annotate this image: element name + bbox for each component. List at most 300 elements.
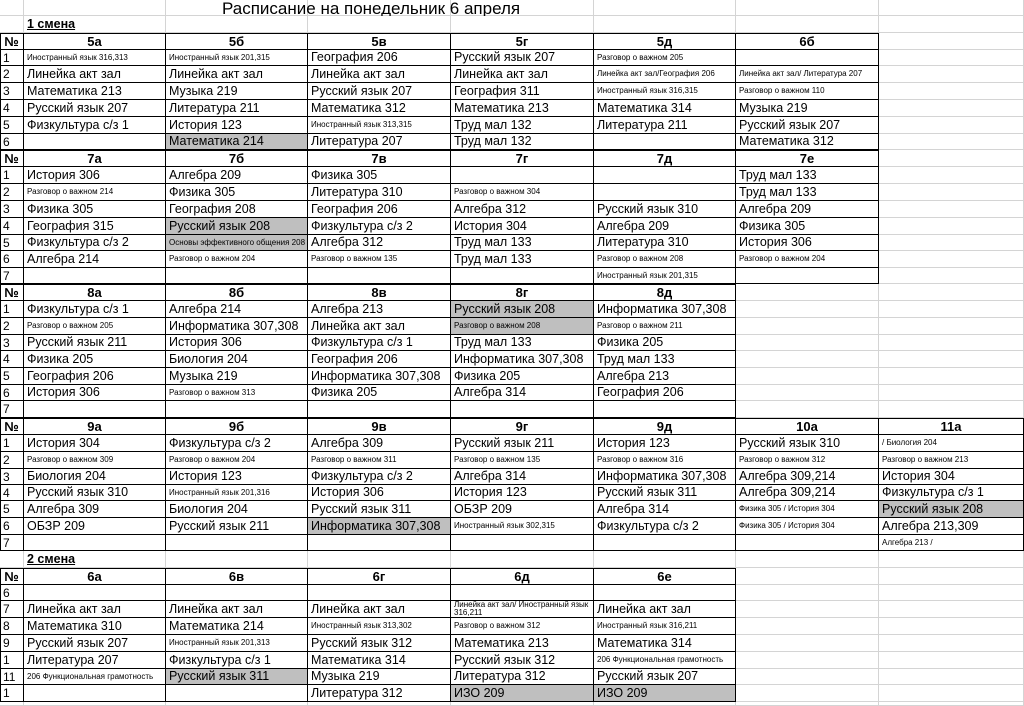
lesson-cell[interactable]: Русский язык 312 bbox=[308, 635, 451, 652]
lesson-cell[interactable]: География 206 bbox=[594, 385, 736, 401]
lesson-cell[interactable]: Информатика 307,308 bbox=[451, 351, 594, 368]
grid-cell[interactable] bbox=[166, 16, 308, 33]
lesson-number[interactable]: 7 bbox=[0, 601, 24, 618]
lesson-cell[interactable]: Алгебра 312 bbox=[451, 201, 594, 218]
lesson-cell[interactable]: История 306 bbox=[24, 167, 166, 184]
lesson-cell[interactable]: Музыка 219 bbox=[166, 83, 308, 100]
lesson-cell[interactable]: Физкультура с/з 1 bbox=[24, 301, 166, 318]
lesson-cell[interactable]: География 206 bbox=[308, 50, 451, 66]
grid-cell[interactable] bbox=[0, 702, 24, 706]
lesson-cell[interactable]: Алгебра 209 bbox=[594, 218, 736, 235]
lesson-cell[interactable]: Разговор о важном 204 bbox=[166, 452, 308, 469]
lesson-cell[interactable]: История 306 bbox=[736, 235, 879, 251]
lesson-cell[interactable]: Разговор о важном 211 bbox=[594, 318, 736, 335]
lesson-cell[interactable] bbox=[451, 268, 594, 284]
lesson-cell[interactable]: Алгебра 209 bbox=[736, 201, 879, 218]
lesson-cell[interactable]: Алгебра 312 bbox=[308, 235, 451, 251]
lesson-cell[interactable]: Литература 207 bbox=[308, 134, 451, 150]
lesson-cell[interactable]: География 208 bbox=[166, 201, 308, 218]
lesson-number[interactable]: 1 bbox=[0, 685, 24, 702]
lesson-cell[interactable]: Физкультура с/з 2 bbox=[594, 518, 736, 535]
grid-cell[interactable] bbox=[879, 335, 1024, 351]
lesson-cell[interactable]: История 123 bbox=[166, 469, 308, 485]
lesson-cell[interactable] bbox=[24, 685, 166, 702]
lesson-cell[interactable]: Русский язык 310 bbox=[736, 435, 879, 452]
lesson-cell[interactable]: Русский язык 310 bbox=[594, 201, 736, 218]
lesson-cell[interactable]: Иностранный язык 201,315 bbox=[166, 50, 308, 66]
lesson-cell[interactable]: Иностранный язык 201,316 bbox=[166, 485, 308, 501]
lesson-number[interactable]: 6 bbox=[0, 585, 24, 601]
grid-cell[interactable] bbox=[308, 702, 451, 706]
grid-cell[interactable] bbox=[736, 301, 879, 318]
grid-cell[interactable] bbox=[0, 551, 24, 568]
lesson-cell[interactable]: Физкультура с/з 1 bbox=[308, 335, 451, 351]
lesson-cell[interactable]: Линейка акт зал bbox=[24, 66, 166, 83]
lesson-cell[interactable]: Информатика 307,308 bbox=[594, 301, 736, 318]
lesson-cell[interactable]: Информатика 307,308 bbox=[594, 469, 736, 485]
lesson-cell[interactable]: Разговор о важном 312 bbox=[451, 618, 594, 635]
lesson-cell[interactable]: Физкультура с/з 2 bbox=[166, 435, 308, 452]
lesson-cell[interactable]: Русский язык 208 bbox=[451, 301, 594, 318]
grid-cell[interactable] bbox=[879, 150, 1024, 167]
lesson-number[interactable]: 7 bbox=[0, 401, 24, 418]
lesson-cell[interactable]: Разговор о важном 205 bbox=[594, 50, 736, 66]
lesson-cell[interactable]: Иностранный язык 302,315 bbox=[451, 518, 594, 535]
lesson-cell[interactable]: Русский язык 208 bbox=[879, 501, 1024, 518]
lesson-cell[interactable]: Разговор о важном 309 bbox=[24, 452, 166, 469]
lesson-cell[interactable]: Разговор о важном 213 bbox=[879, 452, 1024, 469]
lesson-cell[interactable]: Русский язык 211 bbox=[24, 335, 166, 351]
lesson-cell[interactable]: Русский язык 312 bbox=[451, 652, 594, 669]
lesson-cell[interactable] bbox=[166, 535, 308, 551]
grid-cell[interactable] bbox=[736, 702, 879, 706]
lesson-cell[interactable]: Алгебра 214 bbox=[166, 301, 308, 318]
grid-cell[interactable] bbox=[879, 368, 1024, 385]
lesson-cell[interactable]: История 306 bbox=[166, 335, 308, 351]
lesson-cell[interactable]: Линейка акт зал bbox=[308, 66, 451, 83]
lesson-cell[interactable] bbox=[24, 401, 166, 418]
grid-cell[interactable] bbox=[736, 335, 879, 351]
lesson-cell[interactable] bbox=[166, 685, 308, 702]
lesson-cell[interactable]: ОБЗР 209 bbox=[451, 501, 594, 518]
lesson-cell[interactable]: Физика 205 bbox=[24, 351, 166, 368]
lesson-cell[interactable]: География 206 bbox=[308, 351, 451, 368]
lesson-cell[interactable]: Математика 314 bbox=[594, 100, 736, 117]
lesson-number[interactable]: 6 bbox=[0, 385, 24, 401]
lesson-cell[interactable]: Литература 310 bbox=[308, 184, 451, 201]
lesson-cell[interactable]: Математика 213 bbox=[24, 83, 166, 100]
lesson-cell[interactable]: Физика 305 bbox=[308, 167, 451, 184]
lesson-cell[interactable]: Физкультура с/з 2 bbox=[24, 235, 166, 251]
lesson-cell[interactable]: Математика 312 bbox=[308, 100, 451, 117]
grid-cell[interactable] bbox=[736, 351, 879, 368]
lesson-cell[interactable] bbox=[594, 134, 736, 150]
lesson-cell[interactable]: Линейка акт зал/ Литература 207 bbox=[736, 66, 879, 83]
lesson-cell[interactable]: Физика 205 bbox=[451, 368, 594, 385]
grid-cell[interactable] bbox=[879, 134, 1024, 150]
lesson-number[interactable]: 6 bbox=[0, 134, 24, 150]
lesson-cell[interactable]: Алгебра 213 bbox=[308, 301, 451, 318]
grid-cell[interactable] bbox=[879, 83, 1024, 100]
lesson-cell[interactable]: Музыка 219 bbox=[166, 368, 308, 385]
lesson-cell[interactable]: Разговор о важном 205 bbox=[24, 318, 166, 335]
lesson-cell[interactable]: Иностранный язык 316,315 bbox=[594, 83, 736, 100]
lesson-cell[interactable]: История 306 bbox=[24, 385, 166, 401]
lesson-cell[interactable]: 206 Функциональная грамотность bbox=[24, 669, 166, 685]
lesson-cell[interactable]: Труд мал 133 bbox=[451, 235, 594, 251]
grid-cell[interactable] bbox=[879, 652, 1024, 669]
lesson-number[interactable]: 3 bbox=[0, 335, 24, 351]
lesson-number[interactable]: 2 bbox=[0, 66, 24, 83]
grid-cell[interactable] bbox=[879, 568, 1024, 585]
lesson-cell[interactable]: Разговор о важном 208 bbox=[594, 251, 736, 268]
lesson-cell[interactable] bbox=[166, 585, 308, 601]
lesson-cell[interactable] bbox=[451, 167, 594, 184]
lesson-number[interactable]: 5 bbox=[0, 368, 24, 385]
lesson-number[interactable]: 7 bbox=[0, 535, 24, 551]
grid-cell[interactable] bbox=[879, 618, 1024, 635]
lesson-cell[interactable]: География 315 bbox=[24, 218, 166, 235]
lesson-cell[interactable] bbox=[308, 268, 451, 284]
lesson-cell[interactable]: Иностранный язык 313,315 bbox=[308, 117, 451, 134]
grid-cell[interactable] bbox=[736, 601, 879, 618]
grid-cell[interactable] bbox=[736, 568, 879, 585]
lesson-cell[interactable]: Алгебра 209 bbox=[166, 167, 308, 184]
grid-cell[interactable] bbox=[879, 301, 1024, 318]
lesson-cell[interactable]: Русский язык 208 bbox=[166, 218, 308, 235]
lesson-cell[interactable]: Русский язык 211 bbox=[451, 435, 594, 452]
lesson-cell[interactable]: Разговор о важном 312 bbox=[736, 452, 879, 469]
grid-cell[interactable] bbox=[451, 702, 594, 706]
lesson-cell[interactable]: Алгебра 213,309 bbox=[879, 518, 1024, 535]
grid-cell[interactable] bbox=[736, 685, 879, 702]
lesson-cell[interactable]: Алгебра 314 bbox=[451, 385, 594, 401]
grid-cell[interactable] bbox=[879, 0, 1024, 16]
grid-cell[interactable] bbox=[736, 635, 879, 652]
grid-cell[interactable] bbox=[736, 669, 879, 685]
lesson-cell[interactable]: Разговор о важном 135 bbox=[451, 452, 594, 469]
lesson-number[interactable]: 3 bbox=[0, 469, 24, 485]
lesson-cell[interactable]: Русский язык 207 bbox=[308, 83, 451, 100]
lesson-cell[interactable]: География 206 bbox=[24, 368, 166, 385]
grid-cell[interactable] bbox=[594, 702, 736, 706]
lesson-cell[interactable]: Разговор о важном 208 bbox=[451, 318, 594, 335]
lesson-cell[interactable]: История 306 bbox=[308, 485, 451, 501]
lesson-cell[interactable]: История 304 bbox=[24, 435, 166, 452]
lesson-number[interactable]: 3 bbox=[0, 201, 24, 218]
lesson-cell[interactable]: Информатика 307,308 bbox=[166, 318, 308, 335]
lesson-cell[interactable]: ОБЗР 209 bbox=[24, 518, 166, 535]
lesson-cell[interactable]: Литература 312 bbox=[308, 685, 451, 702]
grid-cell[interactable] bbox=[879, 235, 1024, 251]
lesson-cell[interactable]: Русский язык 207 bbox=[24, 635, 166, 652]
lesson-cell[interactable]: Русский язык 311 bbox=[594, 485, 736, 501]
grid-cell[interactable] bbox=[879, 268, 1024, 284]
lesson-number[interactable]: 1 bbox=[0, 50, 24, 66]
grid-cell[interactable] bbox=[879, 284, 1024, 301]
lesson-cell[interactable] bbox=[594, 585, 736, 601]
lesson-cell[interactable] bbox=[594, 401, 736, 418]
lesson-cell[interactable]: Иностранный язык 316,211 bbox=[594, 618, 736, 635]
grid-cell[interactable] bbox=[736, 16, 879, 33]
lesson-cell[interactable] bbox=[24, 134, 166, 150]
lesson-cell[interactable]: Математика 213 bbox=[451, 100, 594, 117]
lesson-number[interactable]: 6 bbox=[0, 251, 24, 268]
lesson-cell[interactable]: Биология 204 bbox=[166, 351, 308, 368]
grid-cell[interactable] bbox=[736, 585, 879, 601]
lesson-number[interactable]: 7 bbox=[0, 268, 24, 284]
grid-cell[interactable] bbox=[879, 33, 1024, 50]
lesson-cell[interactable]: Русский язык 207 bbox=[451, 50, 594, 66]
lesson-cell[interactable]: Литература 310 bbox=[594, 235, 736, 251]
lesson-cell[interactable] bbox=[308, 535, 451, 551]
lesson-number[interactable]: 1 bbox=[0, 301, 24, 318]
lesson-number[interactable]: 5 bbox=[0, 235, 24, 251]
lesson-cell[interactable]: Линейка акт зал bbox=[166, 601, 308, 618]
lesson-cell[interactable]: Физкультура с/з 2 bbox=[308, 218, 451, 235]
grid-cell[interactable] bbox=[736, 618, 879, 635]
lesson-cell[interactable]: Иностранный язык 201,313 bbox=[166, 635, 308, 652]
grid-cell[interactable] bbox=[736, 284, 879, 301]
lesson-number[interactable]: 2 bbox=[0, 452, 24, 469]
lesson-number[interactable]: 4 bbox=[0, 100, 24, 117]
lesson-cell[interactable]: Разговор о важном 313 bbox=[166, 385, 308, 401]
lesson-number[interactable]: 2 bbox=[0, 318, 24, 335]
grid-cell[interactable] bbox=[879, 201, 1024, 218]
lesson-cell[interactable]: Музыка 219 bbox=[308, 669, 451, 685]
lesson-cell[interactable]: Линейка акт зал bbox=[24, 601, 166, 618]
lesson-cell[interactable] bbox=[736, 535, 879, 551]
lesson-cell[interactable]: Физкультура с/з 2 bbox=[308, 469, 451, 485]
lesson-cell[interactable]: Физкультура с/з 1 bbox=[166, 652, 308, 669]
lesson-number[interactable]: 3 bbox=[0, 83, 24, 100]
lesson-cell[interactable]: Физика 305 / История 304 bbox=[736, 518, 879, 535]
lesson-cell[interactable] bbox=[451, 535, 594, 551]
lesson-cell[interactable]: Разговор о важном 316 bbox=[594, 452, 736, 469]
lesson-cell[interactable]: Литература 211 bbox=[166, 100, 308, 117]
lesson-cell[interactable]: Литература 312 bbox=[451, 669, 594, 685]
grid-cell[interactable] bbox=[879, 251, 1024, 268]
lesson-cell[interactable]: Музыка 219 bbox=[736, 100, 879, 117]
lesson-cell[interactable]: Русский язык 207 bbox=[736, 117, 879, 134]
grid-cell[interactable] bbox=[736, 318, 879, 335]
lesson-cell[interactable]: Физика 205 bbox=[594, 335, 736, 351]
grid-cell[interactable] bbox=[451, 551, 594, 568]
lesson-cell[interactable]: / Биология 204 bbox=[879, 435, 1024, 452]
grid-cell[interactable] bbox=[879, 66, 1024, 83]
lesson-cell[interactable]: Линейка акт зал bbox=[308, 601, 451, 618]
lesson-cell[interactable]: Русский язык 211 bbox=[166, 518, 308, 535]
lesson-cell[interactable]: Разговор о важном 214 bbox=[24, 184, 166, 201]
lesson-cell[interactable]: История 123 bbox=[166, 117, 308, 134]
lesson-cell[interactable]: Физкультура с/з 1 bbox=[879, 485, 1024, 501]
lesson-cell[interactable]: Литература 207 bbox=[24, 652, 166, 669]
lesson-cell[interactable]: Алгебра 314 bbox=[451, 469, 594, 485]
lesson-cell[interactable]: Труд мал 133 bbox=[736, 184, 879, 201]
lesson-cell[interactable]: Алгебра 309,214 bbox=[736, 469, 879, 485]
lesson-cell[interactable]: Разговор о важном 304 bbox=[451, 184, 594, 201]
grid-cell[interactable] bbox=[879, 16, 1024, 33]
lesson-cell[interactable]: ИЗО 209 bbox=[451, 685, 594, 702]
lesson-cell[interactable]: Физика 305 bbox=[24, 201, 166, 218]
lesson-cell[interactable]: Математика 214 bbox=[166, 618, 308, 635]
grid-cell[interactable] bbox=[0, 0, 24, 16]
grid-cell[interactable] bbox=[24, 0, 166, 16]
lesson-cell[interactable]: История 304 bbox=[451, 218, 594, 235]
grid-cell[interactable] bbox=[736, 401, 879, 418]
lesson-cell[interactable] bbox=[736, 50, 879, 66]
lesson-cell[interactable]: Основы эффективного общения 208 bbox=[166, 235, 308, 251]
lesson-number[interactable]: 1 bbox=[0, 435, 24, 452]
lesson-cell[interactable]: Разговор о важном 135 bbox=[308, 251, 451, 268]
grid-cell[interactable] bbox=[879, 351, 1024, 368]
lesson-cell[interactable] bbox=[736, 268, 879, 284]
lesson-number[interactable]: 4 bbox=[0, 351, 24, 368]
grid-cell[interactable] bbox=[24, 702, 166, 706]
lesson-cell[interactable]: История 123 bbox=[451, 485, 594, 501]
lesson-cell[interactable]: Линейка акт зал bbox=[451, 66, 594, 83]
grid-cell[interactable] bbox=[879, 702, 1024, 706]
lesson-cell[interactable]: Труд мал 133 bbox=[736, 167, 879, 184]
lesson-cell[interactable]: Алгебра 213 / bbox=[879, 535, 1024, 551]
grid-cell[interactable] bbox=[879, 401, 1024, 418]
lesson-cell[interactable]: Труд мал 133 bbox=[451, 335, 594, 351]
lesson-cell[interactable]: Линейка акт зал bbox=[166, 66, 308, 83]
lesson-cell[interactable]: Линейка акт зал/ Иностранный язык 316,211 bbox=[451, 601, 594, 618]
lesson-number[interactable]: 9 bbox=[0, 635, 24, 652]
lesson-cell[interactable] bbox=[594, 167, 736, 184]
lesson-cell[interactable]: Физика 305 / История 304 bbox=[736, 501, 879, 518]
lesson-cell[interactable]: Иностранный язык 201,315 bbox=[594, 268, 736, 284]
lesson-cell[interactable] bbox=[308, 401, 451, 418]
lesson-cell[interactable]: Математика 314 bbox=[594, 635, 736, 652]
grid-cell[interactable] bbox=[594, 551, 736, 568]
lesson-cell[interactable]: Математика 213 bbox=[451, 635, 594, 652]
lesson-cell[interactable]: Иностранный язык 316,313 bbox=[24, 50, 166, 66]
grid-cell[interactable] bbox=[879, 585, 1024, 601]
lesson-cell[interactable] bbox=[308, 585, 451, 601]
grid-cell[interactable] bbox=[879, 685, 1024, 702]
grid-cell[interactable] bbox=[879, 635, 1024, 652]
lesson-cell[interactable]: Разговор о важном 311 bbox=[308, 452, 451, 469]
grid-cell[interactable] bbox=[736, 551, 879, 568]
lesson-cell[interactable]: Математика 214 bbox=[166, 134, 308, 150]
lesson-cell[interactable]: Физика 205 bbox=[308, 385, 451, 401]
lesson-cell[interactable]: География 206 bbox=[308, 201, 451, 218]
grid-cell[interactable] bbox=[166, 702, 308, 706]
grid-cell[interactable] bbox=[594, 16, 736, 33]
lesson-cell[interactable]: Алгебра 309 bbox=[308, 435, 451, 452]
lesson-cell[interactable]: Биология 204 bbox=[24, 469, 166, 485]
lesson-cell[interactable] bbox=[594, 535, 736, 551]
lesson-cell[interactable]: Информатика 307,308 bbox=[308, 368, 451, 385]
lesson-cell[interactable] bbox=[24, 535, 166, 551]
grid-cell[interactable] bbox=[308, 551, 451, 568]
grid-cell[interactable] bbox=[879, 218, 1024, 235]
lesson-cell[interactable]: Физика 305 bbox=[736, 218, 879, 235]
grid-cell[interactable] bbox=[879, 167, 1024, 184]
lesson-cell[interactable] bbox=[24, 585, 166, 601]
lesson-cell[interactable]: Русский язык 207 bbox=[594, 669, 736, 685]
grid-cell[interactable] bbox=[879, 669, 1024, 685]
lesson-number[interactable]: 6 bbox=[0, 518, 24, 535]
lesson-cell[interactable]: Алгебра 213 bbox=[594, 368, 736, 385]
lesson-cell[interactable]: Русский язык 311 bbox=[308, 501, 451, 518]
lesson-cell[interactable]: ИЗО 209 bbox=[594, 685, 736, 702]
lesson-cell[interactable]: Линейка акт зал bbox=[308, 318, 451, 335]
grid-cell[interactable] bbox=[736, 385, 879, 401]
lesson-cell[interactable] bbox=[451, 401, 594, 418]
grid-cell[interactable] bbox=[879, 551, 1024, 568]
lesson-cell[interactable]: Физкультура с/з 1 bbox=[24, 117, 166, 134]
lesson-number[interactable]: 11 bbox=[0, 669, 24, 685]
lesson-number[interactable]: 5 bbox=[0, 501, 24, 518]
grid-cell[interactable] bbox=[879, 601, 1024, 618]
lesson-cell[interactable]: Разговор о важном 204 bbox=[166, 251, 308, 268]
lesson-cell[interactable]: Информатика 307,308 bbox=[308, 518, 451, 535]
lesson-cell[interactable]: Алгебра 309,214 bbox=[736, 485, 879, 501]
lesson-number[interactable]: 1 bbox=[0, 167, 24, 184]
grid-cell[interactable] bbox=[0, 16, 24, 33]
grid-cell[interactable] bbox=[879, 100, 1024, 117]
lesson-cell[interactable]: Литература 211 bbox=[594, 117, 736, 134]
lesson-cell[interactable] bbox=[166, 401, 308, 418]
grid-cell[interactable] bbox=[879, 318, 1024, 335]
grid-cell[interactable] bbox=[736, 368, 879, 385]
grid-cell[interactable] bbox=[879, 184, 1024, 201]
lesson-number[interactable]: 8 bbox=[0, 618, 24, 635]
lesson-cell[interactable]: Математика 312 bbox=[736, 134, 879, 150]
lesson-number[interactable]: 4 bbox=[0, 218, 24, 235]
lesson-cell[interactable]: Биология 204 bbox=[166, 501, 308, 518]
lesson-cell[interactable] bbox=[166, 268, 308, 284]
grid-cell[interactable] bbox=[736, 652, 879, 669]
lesson-cell[interactable]: Труд мал 133 bbox=[594, 351, 736, 368]
lesson-cell[interactable]: Разговор о важном 110 bbox=[736, 83, 879, 100]
lesson-cell[interactable]: История 123 bbox=[594, 435, 736, 452]
lesson-cell[interactable]: Математика 310 bbox=[24, 618, 166, 635]
lesson-cell[interactable]: Русский язык 310 bbox=[24, 485, 166, 501]
lesson-cell[interactable]: История 304 bbox=[879, 469, 1024, 485]
lesson-number[interactable]: 2 bbox=[0, 184, 24, 201]
lesson-cell[interactable]: Алгебра 214 bbox=[24, 251, 166, 268]
lesson-cell[interactable]: Линейка акт зал bbox=[594, 601, 736, 618]
lesson-cell[interactable]: 206 Функциональная грамотность bbox=[594, 652, 736, 669]
grid-cell[interactable] bbox=[736, 0, 879, 16]
grid-cell[interactable] bbox=[308, 16, 451, 33]
lesson-cell[interactable]: География 311 bbox=[451, 83, 594, 100]
lesson-cell[interactable]: Алгебра 314 bbox=[594, 501, 736, 518]
lesson-cell[interactable]: Физика 305 bbox=[166, 184, 308, 201]
lesson-cell[interactable]: Математика 314 bbox=[308, 652, 451, 669]
lesson-cell[interactable]: Труд мал 132 bbox=[451, 117, 594, 134]
lesson-number[interactable]: 5 bbox=[0, 117, 24, 134]
lesson-cell[interactable] bbox=[451, 585, 594, 601]
lesson-cell[interactable]: Иностранный язык 313,302 bbox=[308, 618, 451, 635]
lesson-cell[interactable] bbox=[594, 184, 736, 201]
lesson-cell[interactable]: Труд мал 132 bbox=[451, 134, 594, 150]
lesson-cell[interactable]: Линейка акт зал/География 206 bbox=[594, 66, 736, 83]
grid-cell[interactable] bbox=[879, 117, 1024, 134]
grid-cell[interactable] bbox=[166, 551, 308, 568]
lesson-number[interactable]: 1 bbox=[0, 652, 24, 669]
grid-cell[interactable] bbox=[594, 0, 736, 16]
lesson-cell[interactable]: Труд мал 133 bbox=[451, 251, 594, 268]
grid-cell[interactable] bbox=[879, 50, 1024, 66]
lesson-number[interactable]: 4 bbox=[0, 485, 24, 501]
grid-cell[interactable] bbox=[879, 385, 1024, 401]
lesson-cell[interactable] bbox=[24, 268, 166, 284]
